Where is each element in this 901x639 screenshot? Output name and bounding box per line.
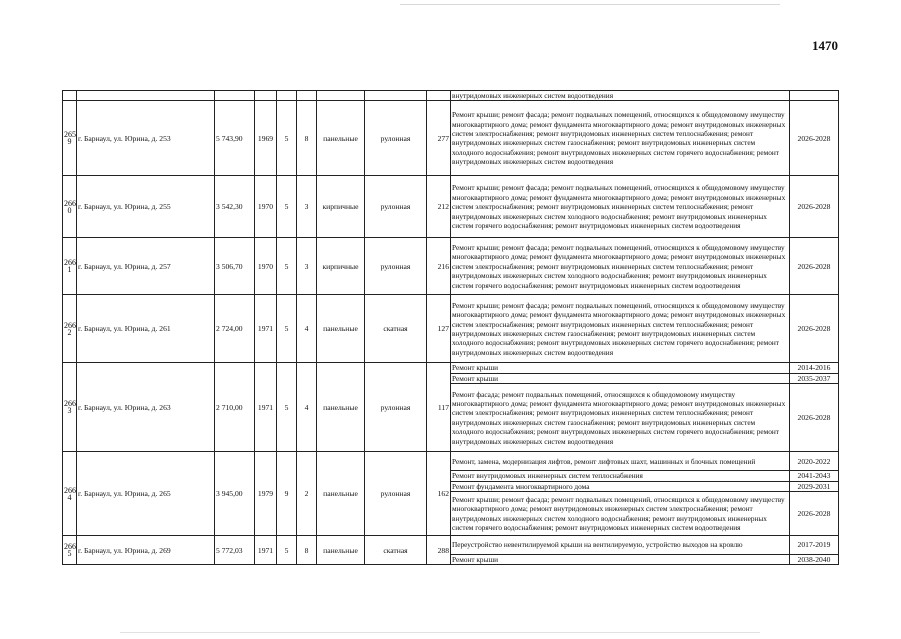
period-cell: 2026-2028	[790, 238, 839, 295]
entrances-cell: 2	[297, 452, 317, 536]
walls-cell: панельные	[317, 295, 365, 363]
year-cell: 1971	[255, 536, 277, 565]
year-cell: 1971	[255, 363, 277, 452]
roof-cell: рулонная	[365, 452, 427, 536]
walls-cell: панельные	[317, 363, 365, 452]
address-cell: г. Барнаул, ул. Юрина, д. 265	[77, 452, 215, 536]
period-cell: 2029-2031	[790, 481, 839, 491]
table-row	[63, 536, 839, 555]
apartments-cell: 117	[427, 363, 451, 452]
period-cell	[790, 91, 839, 101]
work-description-cell: Ремонт крыши; ремонт фасада; ремонт подвальных помещений, относящихся к общедомовому имуществу многоквартирного дома; ремонт фундамента многоквартирного дома; ремонт внутридомовых инженерных систем электроснабжения; ремонт внутридомовых инженерных систем теплоснабжения; ремонт внутридомовых инженерных систем газоснабжения; ремонт внутридомовых инженерных систем холодного водоснабжения; ремонт внутридомовых инженерных систем горячего водоснабжения; ремонт внутридомовых инженерных систем водоотведения	[451, 295, 790, 363]
row-number-cell	[63, 91, 77, 101]
table-row	[63, 295, 839, 363]
area-cell: 2 710,00	[215, 363, 255, 452]
apartments-cell: 277	[427, 101, 451, 176]
period-cell: 2026-2028	[790, 176, 839, 238]
row-number-cell: 266 1	[63, 238, 77, 295]
work-description-cell: внутридомовых инженерных систем водоотведения	[451, 91, 790, 101]
apartments-cell: 288	[427, 536, 451, 565]
period-cell: 2020-2022	[790, 452, 839, 471]
row-number-cell: 266 3	[63, 363, 77, 452]
work-description-cell: Ремонт крыши; ремонт фасада; ремонт подвальных помещений, относящихся к общедомовому имуществу многоквартирного дома; ремонт внутридомовых инженерных систем электроснабжения; ремонт внутридомовых инженерных систем холодного водоснабжения; ремонт внутридомовых инженерных систем горячего водоснабжения; ремонт внутридомовых инженерных систем водоотведения	[451, 492, 790, 536]
entrances-cell: 8	[297, 536, 317, 565]
entrances-cell: 3	[297, 238, 317, 295]
table-body	[63, 91, 839, 565]
roof-cell: скатная	[365, 536, 427, 565]
entrances-cell	[297, 91, 317, 101]
repair-program-table	[62, 90, 839, 565]
roof-cell: рулонная	[365, 238, 427, 295]
period-cell: 2026-2028	[790, 384, 839, 452]
floors-cell: 5	[277, 295, 297, 363]
area-cell: 5 772,03	[215, 536, 255, 565]
work-description-cell: Ремонт внутридомовых инженерных систем теплоснабжения	[451, 471, 790, 481]
period-cell: 2017-2019	[790, 536, 839, 555]
apartments-cell: 212	[427, 176, 451, 238]
apartments-cell	[427, 91, 451, 101]
work-description-cell: Ремонт крыши	[451, 555, 790, 565]
area-cell: 2 724,00	[215, 295, 255, 363]
year-cell	[255, 91, 277, 101]
roof-cell: рулонная	[365, 101, 427, 176]
year-cell: 1970	[255, 176, 277, 238]
area-cell: 5 743,90	[215, 101, 255, 176]
area-cell	[215, 91, 255, 101]
table-row	[63, 363, 839, 373]
work-description-cell: Переустройство невентилируемой крыши на вентилируемую, устройство выходов на кровлю	[451, 536, 790, 555]
walls-cell: панельные	[317, 452, 365, 536]
roof-cell: рулонная	[365, 363, 427, 452]
row-number-cell: 266 2	[63, 295, 77, 363]
period-cell: 2041-2043	[790, 471, 839, 481]
walls-cell: кирпичные	[317, 238, 365, 295]
period-cell: 2026-2028	[790, 295, 839, 363]
row-number-cell: 266 4	[63, 452, 77, 536]
address-cell: г. Барнаул, ул. Юрина, д. 253	[77, 101, 215, 176]
scan-artifact-line-bottom	[120, 632, 760, 633]
period-cell: 2026-2028	[790, 492, 839, 536]
walls-cell: панельные	[317, 101, 365, 176]
work-description-cell: Ремонт, замена, модернизация лифтов, ремонт лифтовых шахт, машинных и блочных помещений	[451, 452, 790, 471]
row-number-cell: 266 5	[63, 536, 77, 565]
floors-cell: 5	[277, 176, 297, 238]
roof-cell	[365, 91, 427, 101]
work-description-cell: Ремонт фасада; ремонт подвальных помещений, относящихся к общедомовому имуществу многоквартирного дома; ремонт фундамента многоквартирного дома; ремонт внутридомовых инженерных систем электроснабжения; ремонт внутридомовых инженерных систем теплоснабжения; ремонт внутридомовых инженерных систем газоснабжения; ремонт внутридомовых инженерных систем холодного водоснабжения; ремонт внутридомовых инженерных систем горячего водоснабжения; ремонт внутридомовых инженерных систем водоотведения	[451, 384, 790, 452]
apartments-cell: 216	[427, 238, 451, 295]
floors-cell: 9	[277, 452, 297, 536]
table-row-continuation	[63, 91, 839, 101]
floors-cell: 5	[277, 238, 297, 295]
year-cell: 1971	[255, 295, 277, 363]
year-cell: 1969	[255, 101, 277, 176]
row-number-cell: 265 9	[63, 101, 77, 176]
work-description-cell: Ремонт крыши; ремонт фасада; ремонт подвальных помещений, относящихся к общедомовому имуществу многоквартирного дома; ремонт фундамента многоквартирного дома; ремонт внутридомовых инженерных систем электроснабжения; ремонт внутридомовых инженерных систем теплоснабжения; ремонт внутридомовых инженерных систем газоснабжения; ремонт внутридомовых инженерных систем холодного водоснабжения; ремонт внутридомовых инженерных систем горячего водоснабжения; ремонт внутридомовых инженерных систем водоотведения	[451, 101, 790, 176]
work-description-cell: Ремонт крыши	[451, 373, 790, 383]
period-cell: 2038-2040	[790, 555, 839, 565]
entrances-cell: 8	[297, 101, 317, 176]
work-description-cell: Ремонт крыши; ремонт фасада; ремонт подвальных помещений, относящихся к общедомовому имуществу многоквартирного дома; ремонт фундамента многоквартирного дома; ремонт внутридомовых инженерных систем электроснабжения; ремонт внутридомовых инженерных систем теплоснабжения; ремонт внутридомовых инженерных систем холодного водоснабжения; ремонт внутридомовых инженерных систем горячего водоснабжения; ремонт внутридомовых инженерных систем водоотведения	[451, 238, 790, 295]
apartments-cell: 127	[427, 295, 451, 363]
address-cell: г. Барнаул, ул. Юрина, д. 263	[77, 363, 215, 452]
page-number: 1470	[812, 38, 838, 53]
table-row	[63, 452, 839, 471]
work-description-cell: Ремонт крыши	[451, 363, 790, 373]
period-cell: 2035-2037	[790, 373, 839, 383]
floors-cell: 5	[277, 536, 297, 565]
area-cell: 3 506,70	[215, 238, 255, 295]
walls-cell	[317, 91, 365, 101]
work-description-cell: Ремонт крыши; ремонт фасада; ремонт подвальных помещений, относящихся к общедомовому имуществу многоквартирного дома; ремонт фундамента многоквартирного дома; ремонт внутридомовых инженерных систем электроснабжения; ремонт внутридомовых инженерных систем теплоснабжения; ремонт внутридомовых инженерных систем холодного водоснабжения; ремонт внутридомовых инженерных систем горячего водоснабжения; ремонт внутридомовых инженерных систем водоотведения	[451, 176, 790, 238]
entrances-cell: 3	[297, 176, 317, 238]
floors-cell: 5	[277, 101, 297, 176]
table-row	[63, 176, 839, 238]
roof-cell: скатная	[365, 295, 427, 363]
address-cell: г. Барнаул, ул. Юрина, д. 261	[77, 295, 215, 363]
area-cell: 3 542,30	[215, 176, 255, 238]
work-description-cell: Ремонт фундамента многоквартирного дома	[451, 481, 790, 491]
roof-cell: рулонная	[365, 176, 427, 238]
year-cell: 1970	[255, 238, 277, 295]
row-number-cell: 266 0	[63, 176, 77, 238]
walls-cell: панельные	[317, 536, 365, 565]
period-cell: 2026-2028	[790, 101, 839, 176]
table-row	[63, 238, 839, 295]
year-cell: 1979	[255, 452, 277, 536]
table-row	[63, 101, 839, 176]
address-cell	[77, 91, 215, 101]
scan-artifact-line	[400, 4, 780, 5]
walls-cell: кирпичные	[317, 176, 365, 238]
address-cell: г. Барнаул, ул. Юрина, д. 269	[77, 536, 215, 565]
entrances-cell: 4	[297, 295, 317, 363]
address-cell: г. Барнаул, ул. Юрина, д. 255	[77, 176, 215, 238]
floors-cell	[277, 91, 297, 101]
period-cell: 2014-2016	[790, 363, 839, 373]
floors-cell: 5	[277, 363, 297, 452]
area-cell: 3 945,00	[215, 452, 255, 536]
address-cell: г. Барнаул, ул. Юрина, д. 257	[77, 238, 215, 295]
apartments-cell: 162	[427, 452, 451, 536]
entrances-cell: 4	[297, 363, 317, 452]
